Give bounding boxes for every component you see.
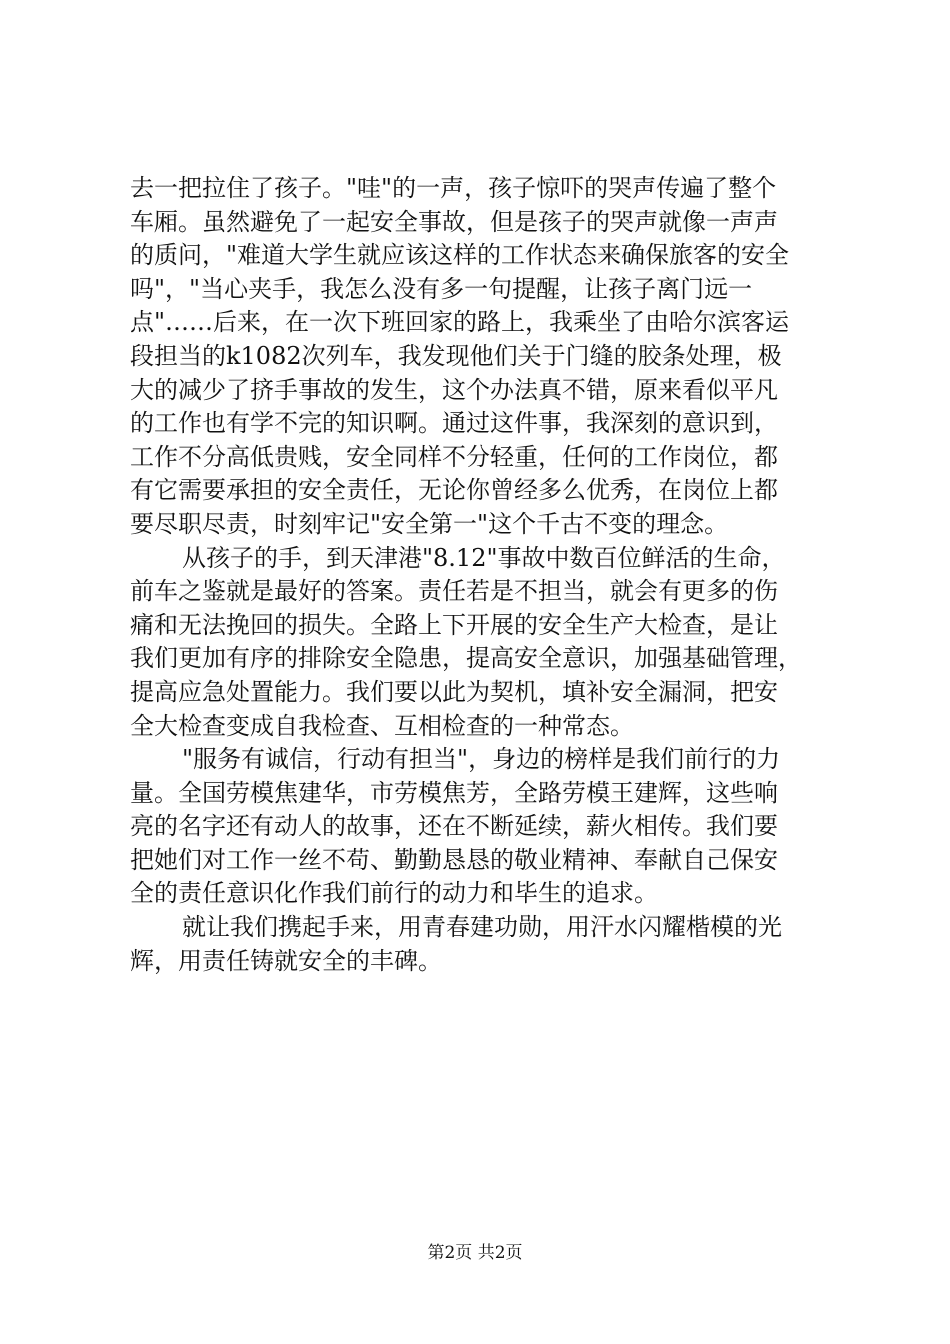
text-line: 有它需要承担的安全责任，无论你曾经多么优秀，在岗位上都 <box>130 476 778 505</box>
text-line: 前车之鉴就是最好的答案。责任若是不担当，就会有更多的伤 <box>130 577 778 606</box>
text-line: 去一把拉住了孩子。"哇"的一声，孩子惊吓的哭声传遍了整个 <box>130 174 777 202</box>
text-line: 大的减少了挤手事故的发生，这个办法真不错，原来看似平凡 <box>130 375 778 404</box>
document-body <box>130 172 830 978</box>
text-line: 把她们对工作一丝不苟、勤勤恳恳的敬业精神、奉献自己保安 <box>130 845 778 874</box>
text-line: 亮的名字还有动人的故事，还在不断延续，薪火相传。我们要 <box>130 812 778 841</box>
text-line: 吗"，"当心夹手，我怎么没有多一句提醒，让孩子离门远一 <box>130 274 753 303</box>
paragraph <box>130 172 830 542</box>
text-line: 从孩子的手，到天津港"8.12"事故中数百位鲜活的生命， <box>182 543 786 572</box>
text-line: 工作不分高低贵贱，安全同样不分轻重，任何的工作岗位，都 <box>130 442 778 471</box>
text-line: 要尽职尽责，时刻牢记"安全第一"这个千古不变的理念。 <box>130 509 729 538</box>
text-line: 我们更加有序的排除安全隐患，提高安全意识，加强基础管理， <box>130 644 802 673</box>
text-line: 全的责任意识化作我们前行的动力和毕生的追求。 <box>130 879 658 908</box>
paragraph <box>130 542 830 744</box>
text-line: 段担当的k1082次列车，我发现他们关于门缝的胶条处理，极 <box>130 341 782 370</box>
text-line: 的质问，"难道大学生就应该这样的工作状态来确保旅客的安全 <box>130 241 790 270</box>
text-line: 痛和无法挽回的损失。全路上下开展的安全生产大检查，是让 <box>130 610 778 639</box>
text-line: 量。全国劳模焦建华，市劳模焦芳，全路劳模王建辉，这些响 <box>130 778 778 807</box>
text-line: 点"……后来，在一次下班回家的路上，我乘坐了由哈尔滨客运 <box>130 308 790 337</box>
text-line: "服务有诚信，行动有担当"，身边的榜样是我们前行的力 <box>182 745 781 774</box>
text-line: 的工作也有学不完的知识啊。通过这件事，我深刻的意识到， <box>130 409 778 438</box>
text-line: 就让我们携起手来，用青春建功勋，用汗水闪耀楷模的光 <box>182 913 782 942</box>
page-footer: 第2页 共2页 <box>427 1243 523 1263</box>
text-line: 全大检查变成自我检查、互相检查的一种常态。 <box>130 711 634 740</box>
paragraph <box>130 911 830 978</box>
text-line: 提高应急处置能力。我们要以此为契机，填补安全漏洞，把安 <box>130 677 778 706</box>
text-line: 车厢。虽然避免了一起安全事故，但是孩子的哭声就像一声声 <box>130 207 778 236</box>
paragraph <box>130 743 830 911</box>
text-line: 辉，用责任铸就安全的丰碑。 <box>130 946 442 975</box>
